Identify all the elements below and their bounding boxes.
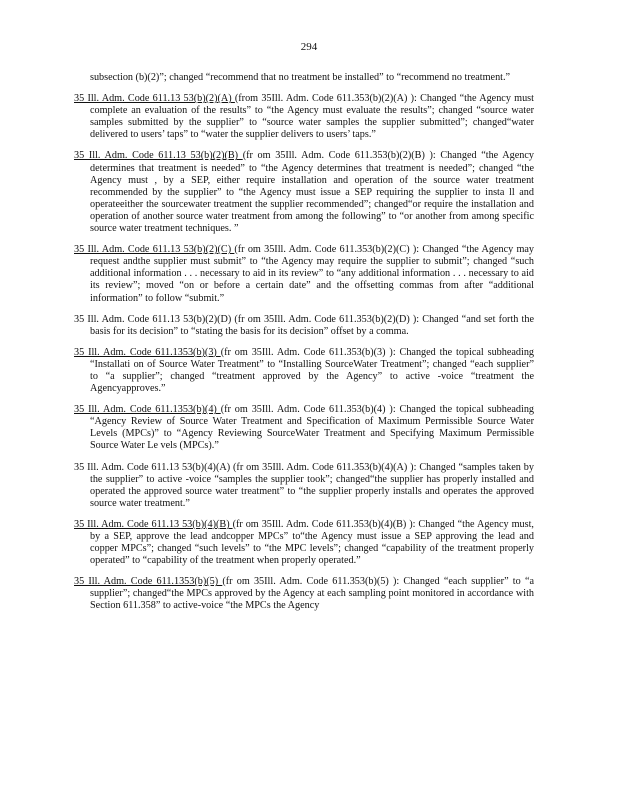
entry-text: (fr om 35Ill. Adm. Code 611.353(b)(3) ): Changed the topical subheading “Installati on of Source Water Treatment” to “Installing SourceWater Treatment”; changed “each supplier” to “a supplier”; changed “treatment approved by the Agency” to active -voice “treatment the Agencyapproves.” (90, 346, 535, 395)
amendment-entry (74, 244, 534, 304)
entry-text: subsection (b)(2)”; changed “recommend that no treatment be installed” to “recommend no treatment.” (90, 72, 511, 83)
page-number: 294 (300, 41, 318, 53)
citation: 35 Ill. Adm. Code 611.13 53(b)(2)(C) (74, 244, 235, 256)
entry-text: (from 35Ill. Adm. Code 611.353(b)(2)(A) ): Changed “the Agency must complete an evaluation of the results” to “the Agency must evaluate the results”; changed “source water samples submitted by the supplier” to “source water samples the supplier submitted”; changed“water delivered to users’ taps” to “water the supplier delivers to users’ taps.” (90, 93, 534, 141)
amendment-entry (74, 519, 534, 567)
amendment-entry (74, 462, 534, 510)
entry-text: (fr om 35Ill. Adm. Code 611.353(b)(2)(C) ): Changed “the Agency may request andthe supplier must submit” to “the Agency may require the supplier to submit”; changed “such additional information . . . necessary to aid in its review” to “any additional information . . . necessary to aid its review”; moved “on or before a certain date” and the offsetting commas from after “additional information” to follow “submit.” (90, 244, 534, 304)
entry-text: (fr om 35Ill. Adm. Code 611.353(b)(4) ): Changed the topical subheading “Agency Review of Source Water Treatment and Specification of Maximum Permissible Source Water Levels (MPCs)” to “Agency Reviewing SourceWater Treatment and Specifying Maximum Permissible Source Water Le vels (MPCs).” (90, 404, 535, 452)
amendment-entry (74, 150, 534, 235)
entry-text: 35 Ill. Adm. Code 611.13 53(b)(4)(A) (fr om 35Ill. Adm. Code 611.353(b)(4)(A) ): Changed “samples taken by the supplier” to active -voice “samples the supplier took”; changed“the supplier has properly installed and operated the approved source water treatment” to “the supplier properly installs and operates the approved source water treatment.” (74, 461, 534, 509)
citation: 35 Ill. Adm. Code 611.1353(b)(4) (74, 404, 221, 416)
citation: 35 Ill. Adm. Code 611.1353(b)(3) (74, 346, 221, 358)
amendment-entry (74, 314, 534, 338)
citation: 35 Ill. Adm. Code 611.13 53(b)(2)(B) (74, 150, 243, 162)
amendment-entry (74, 347, 534, 395)
amendment-entry (74, 72, 534, 84)
amendment-entry (74, 404, 534, 452)
entry-text: (fr om 35Ill. Adm. Code 611.353(b)(4)(B) ): Changed “the Agency must, by a SEP, approve the lead andcopper MPCs” to“the Agency must issue a SEP approving the lead and copper MPCs”; changed “such levels” to “the MPC levels”; changed “capability of the treatment properly operated” to “capability of the treatment when properly operated.” (90, 518, 534, 567)
amendment-entry (74, 576, 534, 612)
entry-text: (fr om 35Ill. Adm. Code 611.353(b)(5) ): Changed “each supplier” to “a supplier”; changed“the MPCs approved by the Agency at each sampling point monitored in accordance with Section 611.358” to active-voice “the MPCs the Agency (90, 576, 534, 612)
citation: 35 Ill. Adm. Code 611.13 53(b)(2)(A) (74, 93, 235, 105)
amendment-list (74, 72, 534, 622)
citation: 35 Ill. Adm. Code 611.1353(b)(5) (74, 576, 223, 588)
amendment-entry (74, 93, 534, 141)
citation: 35 Ill. Adm. Code 611.13 53(b)(4)(B) (74, 518, 233, 530)
entry-text: (fr om 35Ill. Adm. Code 611.353(b)(2)(B) ): Changed “the Agency determines that treatment is needed” to “the Agency determines that treatment is needed”; changed “the Agency must , by a SEP, either require installation and operation of the source water treatment recommended by the supplier” to “the Agency must issue a SEP requiring the supplier to insta ll and operateeither the sourcewater treatment the supplier recommended”; changed“or require the installation and operation of another source water treatment from among the following” to “or another from among specific source water treatment techniques. ” (90, 150, 534, 235)
entry-text: 35 Ill. Adm. Code 611.13 53(b)(2)(D) (fr om 35Ill. Adm. Code 611.353(b)(2)(D) ): Changed “and set forth the basis for its decision” to “stating the basis for its decision” offset by a comma. (74, 313, 534, 337)
